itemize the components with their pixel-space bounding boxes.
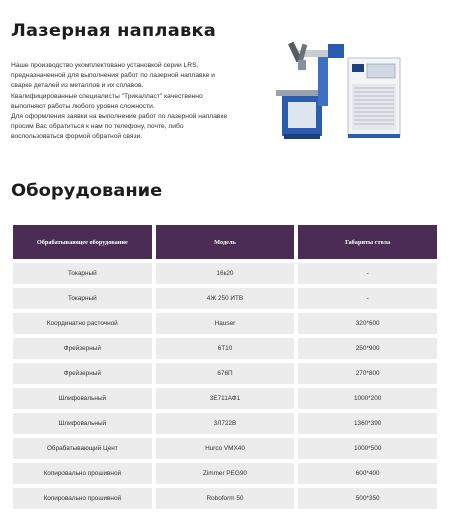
cell-model: 3Е711АФ1: [156, 388, 295, 409]
cell-table-size: 250*900: [298, 338, 437, 359]
cell-equipment: Шлифовальный: [13, 413, 152, 434]
equipment-table: [9, 221, 441, 513]
cell-model: 4Ж 250 ИТВ: [156, 288, 295, 309]
cell-table-size: 1000*200: [298, 388, 437, 409]
cell-table-size: 320*600: [298, 313, 437, 334]
cell-model: Zimmer PEG90: [156, 463, 295, 484]
table-row: [13, 488, 437, 509]
cell-model: 6Т10: [156, 338, 295, 359]
cell-model: Hauser: [156, 313, 295, 334]
table-row: [13, 388, 437, 409]
cell-table-size: -: [298, 288, 437, 309]
cell-equipment: Фрейзерный: [13, 363, 152, 384]
page-title: Лазерная наплавка: [11, 21, 217, 41]
cell-table-size: 1360*390: [298, 413, 437, 434]
cell-equipment: Шлифовальный: [13, 388, 152, 409]
table-row: [13, 363, 437, 384]
cell-model: 16к20: [156, 263, 295, 284]
table-row: [13, 338, 437, 359]
cell-equipment: Токарный: [13, 263, 152, 284]
cell-equipment: Обрабатывающий Цент: [13, 438, 152, 459]
table-row: [13, 413, 437, 434]
intro-paragraph: Для оформления заявки на выполнение работ по лазерной наплавке просим Вас обратиться к нам по телефону, почте, либо воспользоваться формой обратной связи.: [11, 113, 228, 141]
laser-welding-machine-image: [274, 38, 410, 142]
cell-model: 676П: [156, 363, 295, 384]
cell-equipment: Копировально прошивной: [13, 488, 152, 509]
intro-paragraph: Квалифицированные специалисты "Трикалласт" качественно выполняют работы любого уровня сложности.: [11, 92, 203, 110]
table-header-row: [13, 225, 437, 259]
cell-model: Hurco VMX40: [156, 438, 295, 459]
table-row: [13, 438, 437, 459]
cell-equipment: Фрейзерный: [13, 338, 152, 359]
column-header-table-size: Габариты стола: [298, 225, 437, 259]
cell-model: Roboform 50: [156, 488, 295, 509]
cell-table-size: 500*350: [298, 488, 437, 509]
column-header-equipment: Обрабатывающее оборудование: [13, 225, 152, 259]
cell-equipment: Координатно расточной: [13, 313, 152, 334]
cell-table-size: 270*800: [298, 363, 437, 384]
intro-text: [11, 61, 229, 143]
section-title-equipment: Оборудование: [11, 181, 163, 201]
table-row: [13, 288, 437, 309]
table-row: [13, 463, 437, 484]
cell-equipment: Токарный: [13, 288, 152, 309]
column-header-model: Модель: [156, 225, 295, 259]
intro-paragraph: Наше производство укомплектовано установкой серии LRS, предназначенной для выполнения работ по лазерной наплавке и сварке деталей из металлов и их сплавов.: [11, 62, 215, 90]
cell-table-size: 600*400: [298, 463, 437, 484]
table-row: [13, 263, 437, 284]
table-row: [13, 313, 437, 334]
cell-table-size: -: [298, 263, 437, 284]
cell-model: 3Л722В: [156, 413, 295, 434]
cell-table-size: 1000*500: [298, 438, 437, 459]
cell-equipment: Копировально прошивной: [13, 463, 152, 484]
